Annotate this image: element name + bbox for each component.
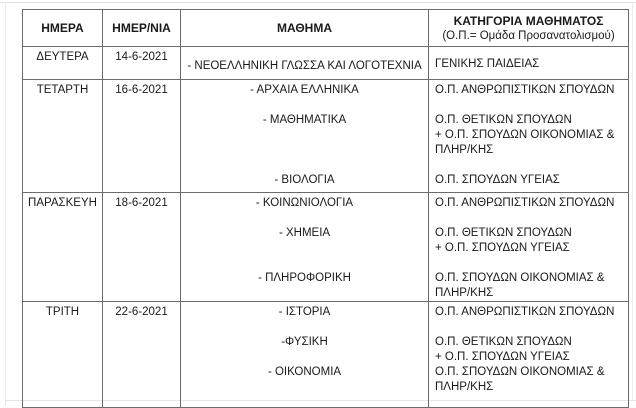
frame-border-left [5,2,6,406]
header-subject: ΜΑΘΗΜΑ [181,10,429,47]
subject-cell [181,80,429,193]
day-cell: ΤΕΤΑΡΤΗ [23,80,103,193]
category-cell [429,80,629,193]
subject-cell [181,302,429,408]
day-cell: ΠΑΡΑΣΚΕΥΗ [23,193,103,302]
subject-cell [181,193,429,302]
exam-schedule-table [22,9,629,408]
subject-item: - ΑΡΧΑΙΑ ΕΛΛΗΝΙΚΑ [250,84,359,96]
table-row [23,80,629,193]
subject-item: - ΜΑΘΗΜΑΤΙΚΑ [262,114,347,126]
header-day: ΗΜΕΡΑ [23,10,103,47]
subject-item: - ΠΛΗΡΟΦΟΡΙΚΗ [258,272,351,284]
header-row [23,10,629,47]
frame-border-top [0,2,636,3]
table-row [23,193,629,302]
date-cell: 16-6-2021 [103,80,181,193]
date-cell: 14-6-2021 [103,47,181,80]
subject-item: - ΚΟΙΝΩΝΙΟΛΟΓΙΑ [255,197,354,209]
category-item: Ο.Π. ΑΝΘΡΩΠΙΣΤΙΚΩΝ ΣΠΟΥΔΩΝ [435,84,615,96]
header-date: ΗΜΕΡ/ΝΙΑ [103,10,181,47]
category-item: + Ο.Π. ΣΠΟΥΔΩΝ ΥΓΕΙΑΣ [435,242,570,254]
header-category-subtitle: (Ο.Π.= Ομάδα Προσανατολισμού) [442,30,615,42]
frame-border-right [632,2,633,400]
subject-item: -ΦΥΣΙΚΗ [281,336,328,348]
subject-item: - ΝΕΟΕΛΛΗΝΙΚΗ ΓΛΩΣΣΑ ΚΑΙ ΛΟΓΟΤΕΧΝΙΑ [187,59,422,72]
category-item: ΠΛΗΡ/ΚΗΣ [435,381,494,393]
category-item: + Ο.Π. ΣΠΟΥΔΩΝ ΥΓΕΙΑΣ [435,351,570,363]
category-cell [429,193,629,302]
day-cell: ΤΡΙΤΗ [23,302,103,408]
subject-item: - ΟΙΚΟΝΟΜΙΑ [267,366,342,378]
table-row [23,47,629,80]
header-category-title: ΚΑΤΗΓΟΡΙΑ ΜΑΘΗΜΑΤΟΣ [453,14,604,28]
category-item: ΠΛΗΡ/ΚΗΣ [435,287,494,299]
category-item: Ο.Π. ΑΝΘΡΩΠΙΣΤΙΚΩΝ ΣΠΟΥΔΩΝ [435,197,615,209]
category-item: Ο.Π. ΣΠΟΥΔΩΝ ΟΙΚΟΝΟΜΙΑΣ & [435,272,605,284]
header-category [429,10,629,47]
date-cell: 18-6-2021 [103,193,181,302]
category-item: + Ο.Π. ΣΠΟΥΔΩΝ ΟΙΚΟΝΟΜΙΑΣ & [435,129,615,141]
category-item: Ο.Π. ΘΕΤΙΚΩΝ ΣΠΟΥΔΩΝ [435,336,572,348]
category-item: Ο.Π. ΣΠΟΥΔΩΝ ΟΙΚΟΝΟΜΙΑΣ & [435,366,605,378]
date-cell: 22-6-2021 [103,302,181,408]
subject-item: - ΧΗΜΕΙΑ [278,227,331,239]
category-item: Ο.Π. ΑΝΘΡΩΠΙΣΤΙΚΩΝ ΣΠΟΥΔΩΝ [435,306,615,318]
day-cell: ΔΕΥΤΕΡΑ [23,47,103,80]
category-item: ΠΛΗΡ/ΚΗΣ [435,144,494,156]
category-cell [429,47,629,80]
category-item: ΓΕΝΙΚΗΣ ΠΑΙΔΕΙΑΣ [435,57,540,70]
subject-item: - ΒΙΟΛΟΓΙΑ [274,174,335,186]
subject-cell [181,47,429,80]
category-item: Ο.Π. ΣΠΟΥΔΩΝ ΥΓΕΙΑΣ [435,174,560,186]
subject-item: - ΙΣΤΟΡΙΑ [278,306,331,318]
category-item: Ο.Π. ΘΕΤΙΚΩΝ ΣΠΟΥΔΩΝ [435,114,572,126]
category-item: Ο.Π. ΘΕΤΙΚΩΝ ΣΠΟΥΔΩΝ [435,227,572,239]
table-row [23,302,629,408]
category-cell [429,302,629,408]
